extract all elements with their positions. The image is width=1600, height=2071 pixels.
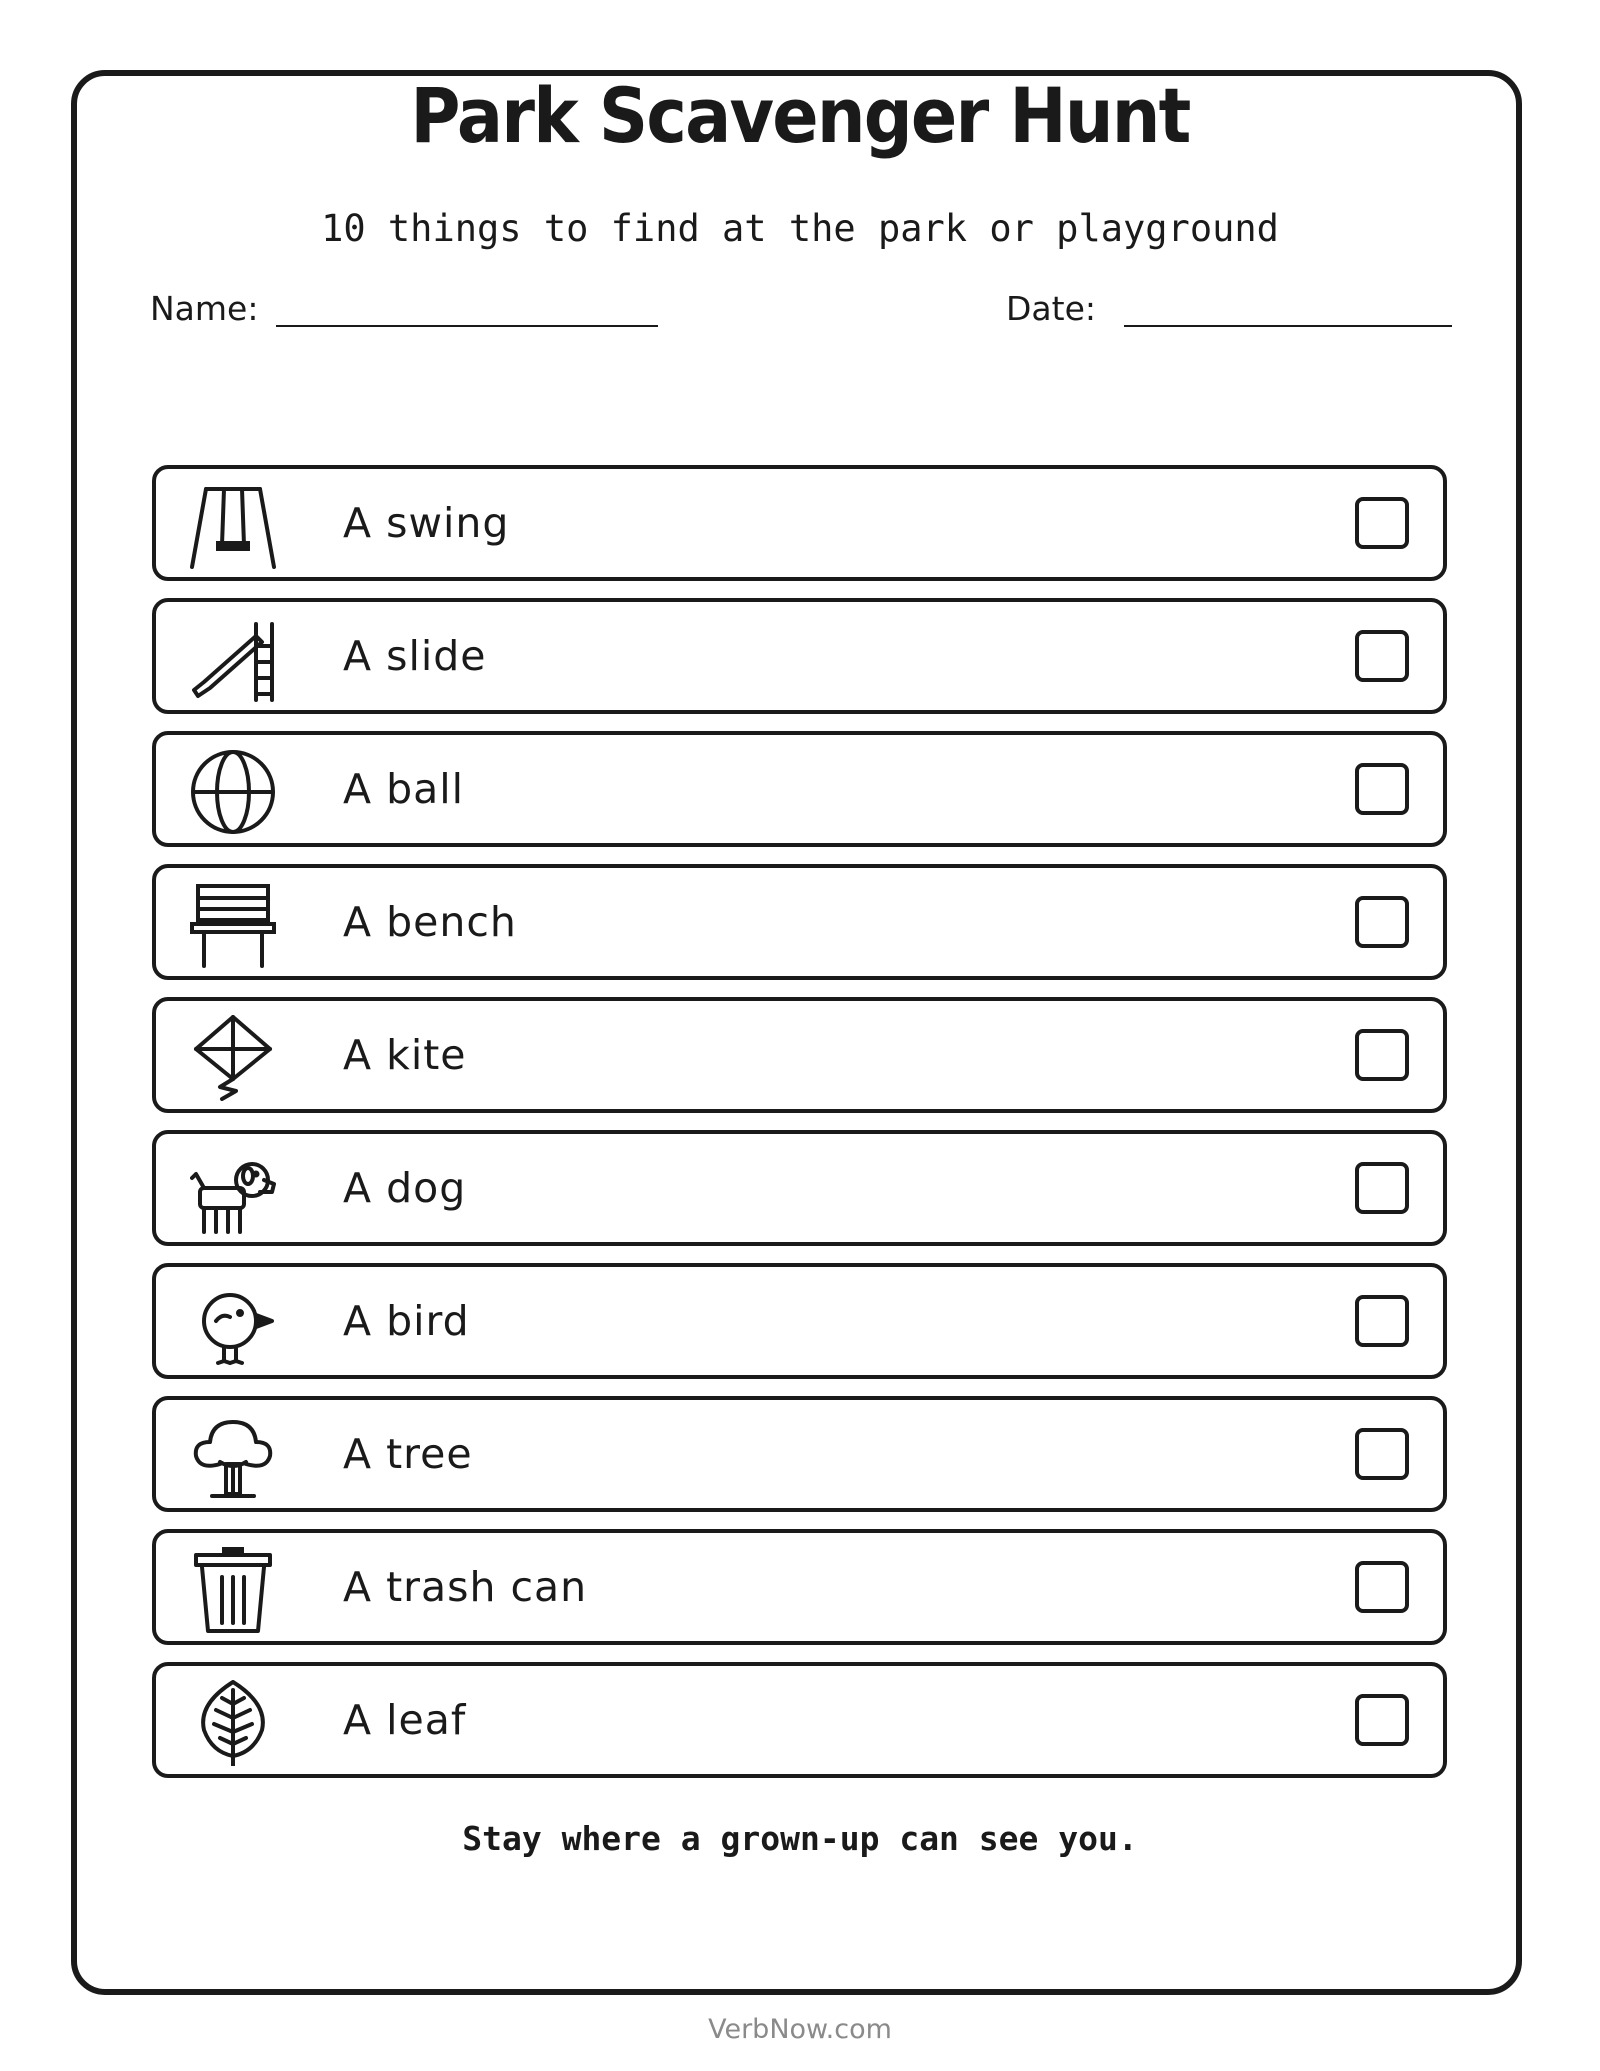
checkbox[interactable] (1355, 1029, 1409, 1081)
item-label: A bird (343, 1297, 470, 1345)
swing-icon (190, 483, 276, 569)
date-field[interactable] (1124, 325, 1452, 327)
item-label: A trash can (343, 1563, 588, 1611)
name-field[interactable] (276, 325, 658, 327)
item-label: A kite (343, 1031, 467, 1079)
item-label: A bench (343, 898, 517, 946)
tree-icon (190, 1414, 276, 1500)
list-item (152, 997, 1447, 1113)
list-item (152, 598, 1447, 714)
kite-icon (190, 1015, 276, 1101)
safety-note: Stay where a grown-up can see you. (462, 1819, 1138, 1858)
list-item (152, 731, 1447, 847)
bench-icon (190, 882, 276, 968)
worksheet-title: Park Scavenger Hunt (410, 71, 1190, 160)
list-item (152, 1263, 1447, 1379)
item-label: A tree (343, 1430, 473, 1478)
dog-icon (190, 1148, 276, 1234)
list-item (152, 864, 1447, 980)
date-label: Date: (1006, 289, 1096, 328)
list-item (152, 1529, 1447, 1645)
checkbox[interactable] (1355, 1295, 1409, 1347)
checkbox[interactable] (1355, 896, 1409, 948)
trash-can-icon (190, 1547, 276, 1633)
ball-icon (190, 749, 276, 835)
list-item (152, 465, 1447, 581)
checkbox[interactable] (1355, 1694, 1409, 1746)
name-label: Name: (150, 289, 259, 328)
item-label: A swing (343, 499, 510, 547)
checkbox[interactable] (1355, 497, 1409, 549)
list-item (152, 1662, 1447, 1778)
worksheet-subtitle: 10 things to find at the park or playground (321, 207, 1279, 250)
slide-icon (190, 616, 276, 702)
checkbox[interactable] (1355, 1162, 1409, 1214)
checkbox[interactable] (1355, 763, 1409, 815)
list-item (152, 1396, 1447, 1512)
item-label: A leaf (343, 1696, 467, 1744)
checkbox[interactable] (1355, 630, 1409, 682)
item-label: A dog (343, 1164, 467, 1212)
checkbox[interactable] (1355, 1428, 1409, 1480)
list-item (152, 1130, 1447, 1246)
bird-icon (190, 1281, 276, 1367)
watermark: VerbNow.com (708, 2014, 892, 2045)
item-label: A ball (343, 765, 465, 813)
item-label: A slide (343, 632, 487, 680)
leaf-icon (190, 1680, 276, 1766)
checkbox[interactable] (1355, 1561, 1409, 1613)
